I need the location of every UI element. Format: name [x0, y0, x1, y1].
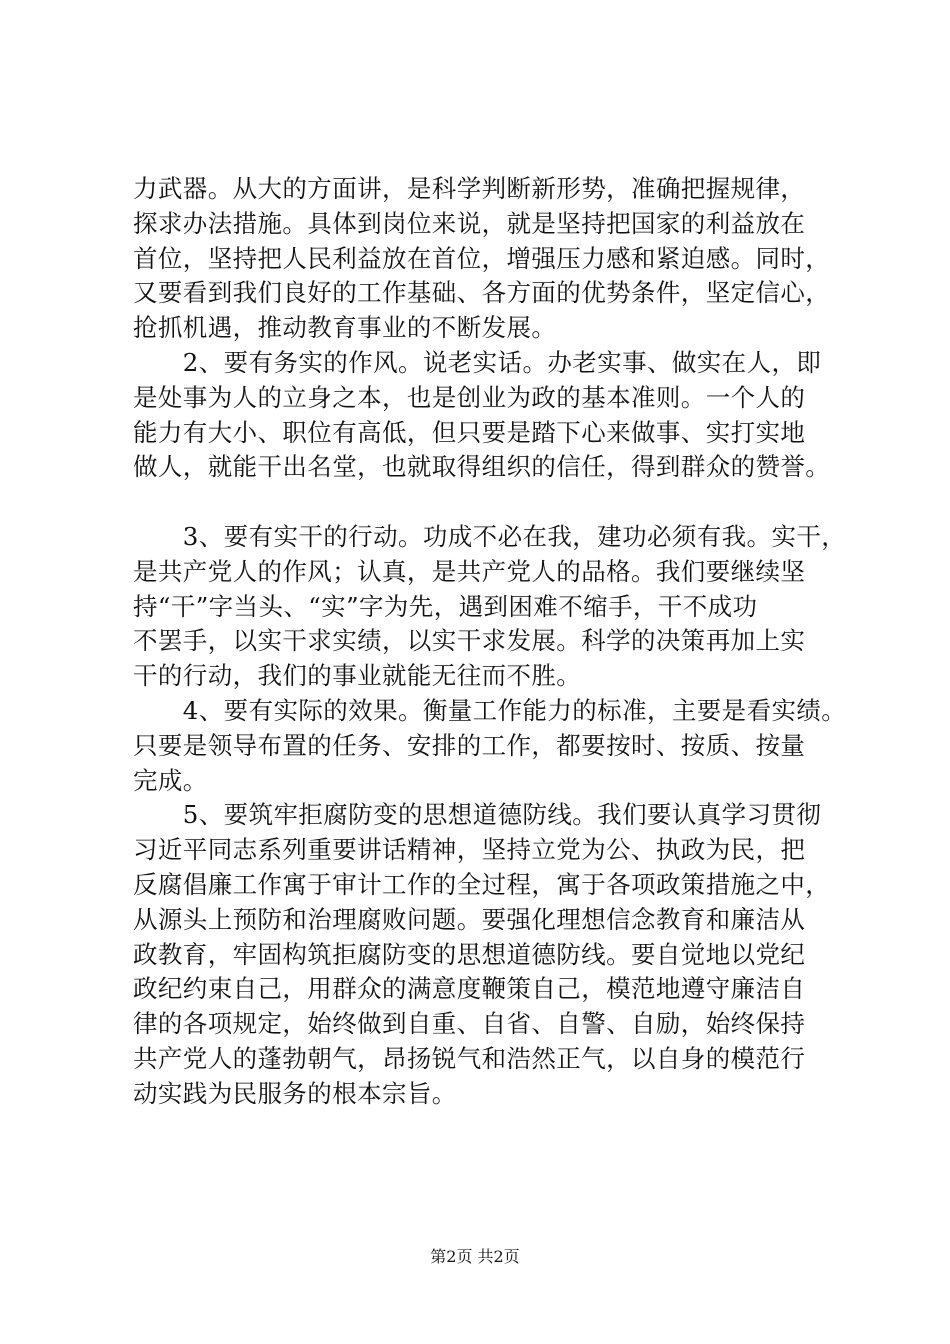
- text-line: 政教育，牢固构筑拒腐防变的思想道德防线。要自觉地以党纪: [133, 939, 806, 969]
- text-line: 律的各项规定，始终做到自重、自省、自警、自励，始终保持: [133, 1009, 806, 1039]
- text-line: 习近平同志系列重要讲话精神，坚持立党为公、执政为民，把: [133, 835, 806, 865]
- page-number-footer: 第2页 共2页: [430, 1247, 520, 1266]
- text-line: 5、要筑牢拒腐防变的思想道德防线。我们要认真学习贯彻: [133, 800, 822, 830]
- text-line: 是处事为人的立身之本，也是创业为政的基本准则。一个人的: [133, 382, 806, 412]
- text-line: 是共产党人的作风；认真，是共产党人的品格。我们要继续坚: [133, 556, 806, 586]
- text-line: 探求办法措施。具体到岗位来说，就是坚持把国家的利益放在: [133, 208, 806, 238]
- text-line: 反腐倡廉工作寓于审计工作的全过程，寓于各项政策措施之中，: [133, 869, 831, 899]
- text-line: 能力有大小、职位有高低，但只要是踏下心来做事、实打实地: [133, 417, 806, 447]
- text-line: 不罢手，以实干求实绩，以实干求发展。科学的决策再加上实: [133, 626, 806, 656]
- text-line: 4、要有实际的效果。衡量工作能力的标准，主要是看实绩。: [133, 695, 847, 725]
- text-line: 2、要有务实的作风。说老实话。办老实事、做实在人，即: [133, 347, 822, 377]
- text-line: 共产党人的蓬勃朝气，昂扬锐气和浩然正气，以自身的模范行: [133, 1043, 806, 1073]
- document-body: [133, 172, 851, 1112]
- text-line: 又要看到我们良好的工作基础、各方面的优势条件，坚定信心，: [133, 278, 831, 308]
- text-line: 抢抓机遇，推动教育事业的不断发展。: [133, 313, 557, 343]
- text-line: 干的行动，我们的事业就能无往而不胜。: [133, 661, 582, 691]
- text-line: 3、要有实干的行动。功成不必在我，建功必须有我。实干，: [133, 521, 847, 551]
- paragraph-gap: [133, 485, 851, 520]
- text-line: 做人，就能干出名堂，也就取得组织的信任，得到群众的赞誉。: [133, 452, 831, 482]
- text-line: 政纪约束自己，用群众的满意度鞭策自己，模范地遵守廉洁自: [133, 974, 806, 1004]
- text-line: 完成。: [133, 765, 208, 795]
- text-line: 从源头上预防和治理腐败问题。要强化理想信念教育和廉洁从: [133, 904, 806, 934]
- text-line: 持“干”字当头、“实”字为先，遇到困难不缩手，干不成功: [133, 591, 758, 621]
- text-line: 动实践为民服务的根本宗旨。: [133, 1078, 457, 1108]
- text-line: 首位，坚持把人民利益放在首位，增强压力感和紧迫感。同时，: [133, 243, 831, 273]
- text-line: 只要是领导布置的任务、安排的工作，都要按时、按质、按量: [133, 730, 806, 760]
- text-line: 力武器。从大的方面讲，是科学判断新形势，准确把握规律，: [133, 174, 806, 203]
